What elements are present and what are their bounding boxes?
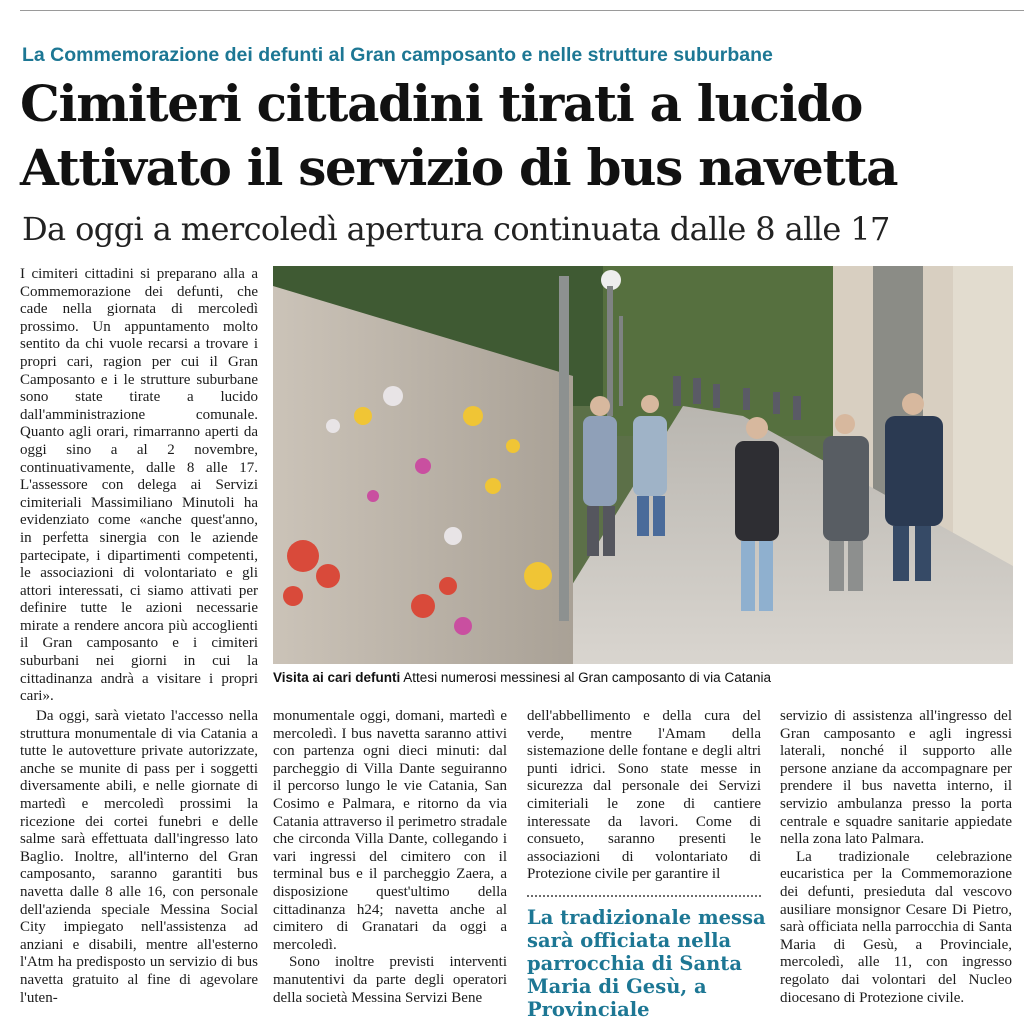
top-rule: [20, 10, 1024, 11]
article-paragraph: servizio di assistenza all'ingresso del Gran camposanto e agli ingressi laterali, nonché il supporto alle persone anziane da accompagnare per prendere il bus navetta interno, il servizio ambulanza presso la porta centrale e squadre sanitarie appiedate nella zona lato Palmara.: [780, 708, 1012, 848]
headline-line-2: Attivato il servizio di bus navetta: [20, 138, 898, 197]
box-divider: [527, 895, 761, 897]
subheadline: Da oggi a mercoledì apertura continuata dalle 8 alle 17: [22, 210, 890, 248]
cemetery-photo: [273, 266, 1013, 664]
photo-caption-title: Visita ai cari defunti: [273, 670, 401, 685]
article-column-3: [527, 708, 761, 884]
headline-line-1: Cimiteri cittadini tirati a lucido: [20, 74, 863, 133]
headline: [20, 72, 1020, 200]
article-paragraph: I cimiteri cittadini si preparano alla a Commemorazione dei defunti, che cade nella giornata di mercoledì prossimo. Un appuntamento molto sentito da chi vuole recarsi a trovare i propri cari, ragion per cui il Gran Camposanto e i le strutture suburbane sono state tirate a lucido dall'amministrazione comunale. Quanto agli orari, rimarranno aperti da oggi sino a al 2 novembre, continuativamente, dalle 8 alle 17. L'assessore con delega ai Servizi cimiteriali Massimiliano Minutoli ha evidenziato come «anche quest'anno, in perfetta sinergia con le aziende partecipate, i dipartimenti competenti, le associazioni di volontariato e gli attori interessati, ci siamo attivati per definire tutte le azioni necessarie mirate a rendere ancora più accoglienti il Gran camposanto e i cimiteri suburbani nei giorni in cui la cittadinanza andrà a visitare i propri cari».: [20, 266, 258, 705]
article-paragraph: La tradizionale celebrazione eucaristica per la Commemorazione dei defunti, presieduta dal vescovo ausiliare monsignor Cesare Di Pietro, sarà officiata nella parrocchia di Santa Maria di Gesù, a Provinciale, mercoledì, alle 11, con ingresso regolato dai volontari del Nucleo diocesano di Protezione civile.: [780, 848, 1012, 1006]
article-paragraph: dell'abbellimento e della cura del verde, mentre l'Amam della sistemazione delle fontane e degli altri punti idrici. Sono state messe in sicurezza dal personale dei Servizi cimiteriali le zone di cantiere interessate da lavori. Come di consueto, saranno presenti le associazioni di volontariato di Protezione civile per garantire il: [527, 708, 761, 883]
cemetery-photo-illustration: [273, 266, 1013, 664]
article-column-2: [273, 708, 507, 1007]
box-headline: La tradizionale messa sarà officiata nella parrocchia di Santa Maria di Gesù, a Provinciale: [527, 906, 766, 1021]
article-column-1-top: [20, 266, 258, 706]
photo-caption-text: Attesi numerosi messinesi al Gran camposanto di via Catania: [400, 670, 771, 685]
article-column-1-bottom: [20, 708, 258, 1007]
article-column-4: [780, 708, 1012, 1007]
kicker: La Commemorazione dei defunti al Gran camposanto e nelle strutture suburbane: [22, 44, 773, 66]
article-paragraph: Da oggi, sarà vietato l'accesso nella struttura monumentale di via Catania a tutte le autovetture private autorizzate, anche se munite di pass per i soggetti diversamente abili, e nelle giornate di martedì e mercoledì prossimi la ricezione dei cortei funebri e delle salme sarà effettuata dall'ingresso lato Baglio. Inoltre, all'interno del Gran camposanto, saranno garantiti bus navetta dalle 8 alle 16, con personale dell'azienda speciale Messina Social City impiegato nell'assistenza ad anziani e disabili, mentre all'esterno l'Atm ha predisposto un servizio di bus navetta gratuito al fine di agevolare l'uten-: [20, 708, 258, 1006]
article-paragraph: Sono inoltre previsti interventi manutentivi da parte degli operatori della società Messina Servizi Bene: [273, 954, 507, 1006]
article-paragraph: monumentale oggi, domani, martedì e mercoledì. I bus navetta saranno attivi con partenza ogni dieci minuti: dal parcheggio di Villa Dante seguiranno il percorso lungo le vie Catania, San Cosimo e Palmara, e ritorno da via Catania attraverso il perimetro stradale che circonda Villa Dante, collegando i vari ingressi del cimitero con il terminal bus e il parcheggio Zaera, a disposizione quest'ultimo della cittadinanza h24; navetta anche al cimitero di Granatari da oggi a mercoledì.: [273, 708, 507, 953]
photo-caption: [273, 670, 1013, 685]
